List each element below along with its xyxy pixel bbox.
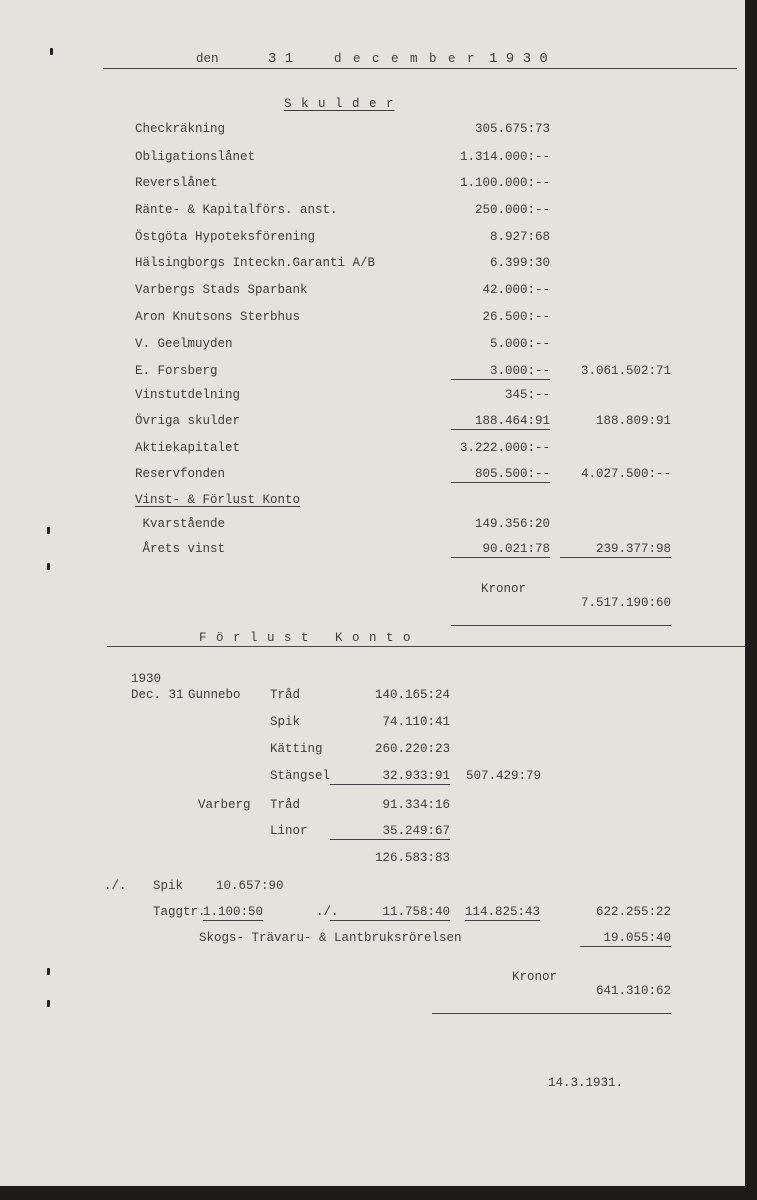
punch-mark [50, 48, 53, 55]
skulder-row-label: Checkräkning [135, 122, 226, 136]
skogs-amount: 19.055:40 [580, 931, 671, 947]
skulder-row-amount: 250.000:-- [474, 203, 550, 217]
skulder-row-total: 239.377:98 [560, 542, 671, 558]
varberg-sum: 126.583:83 [374, 851, 450, 865]
forlust-item-name: Tråd [270, 798, 301, 812]
skulder-row-label: Hälsingborgs Inteckn.Garanti A/B [135, 256, 376, 270]
kronor-label: Kronor [481, 582, 527, 596]
punch-mark [47, 563, 50, 570]
forlust-item-name: Tråd [270, 688, 301, 702]
forlust-item-amount: 91.334:16 [382, 798, 450, 812]
skulder-row-label: Reservfonden [135, 467, 226, 481]
skulder-row-amount: 5.000:-- [489, 337, 550, 351]
skulder-row-amount: 305.675:73 [474, 122, 550, 136]
spik-amount: 10.657:90 [216, 879, 284, 893]
skulder-row-amount: 345:-- [504, 388, 550, 402]
forlust-rule [107, 646, 745, 647]
skulder-row-amount: 149.356:20 [474, 517, 550, 531]
forlust-item-name: Linor [270, 824, 308, 838]
skulder-row-amount: 90.021:78 [451, 542, 550, 558]
skulder-row-amount: 6.399:30 [489, 256, 550, 270]
forlust-item-amount: 74.110:41 [382, 715, 450, 729]
skulder-row-amount: 1.314.000:-- [459, 150, 550, 164]
forlust-item-amount: 260.220:23 [374, 742, 450, 756]
header-year: 1 9 3 0 [489, 51, 548, 67]
skulder-row-label: Varbergs Stads Sparbank [135, 283, 308, 297]
deduction-amount: 11.758:40 [330, 905, 450, 921]
forlust-item-name: Kätting [270, 742, 323, 756]
forlust-title: F ö r l u s t K o n t o [199, 631, 412, 645]
skulder-row-amount: 3.222.000:-- [459, 441, 550, 455]
forlust-kronor-label: Kronor [512, 970, 558, 984]
forlust-item-name: Spik [270, 715, 301, 729]
skulder-row-label: V. Geelmuyden [135, 337, 233, 351]
forlust-item-amount: 35.249:67 [330, 824, 450, 840]
skulder-row-label: Övriga skulder [135, 414, 241, 428]
skulder-title: S k u l d e r [284, 97, 395, 111]
forlust-year: 1930 [131, 672, 162, 686]
spik-label: Spik [153, 879, 184, 893]
skulder-row-amount: 8.927:68 [489, 230, 550, 244]
skulder-row-total: 4.027.500:-- [580, 467, 671, 481]
skulder-row-amount: 188.464:91 [451, 414, 550, 430]
skulder-row-label: Obligationslånet [135, 150, 256, 164]
forlust-item-amount: 140.165:24 [374, 688, 450, 702]
skulder-row-amount: 26.500:-- [482, 310, 550, 324]
skulder-row-label: Aktiekapitalet [135, 441, 241, 455]
skulder-row-label: Årets vinst [135, 542, 226, 556]
skulder-row-amount: 805.500:-- [451, 467, 550, 483]
skogs-label: Skogs- Trävaru- & Lantbruksrörelsen [199, 931, 462, 945]
header-rule [103, 68, 737, 69]
skulder-row-total: 188.809:91 [595, 414, 671, 428]
forlust-kronor-total: 641.310:62 [595, 984, 671, 998]
kronor-row [451, 568, 671, 626]
skulder-row-total: 3.061.502:71 [580, 364, 671, 378]
forlust-item-amount: 32.933:91 [330, 769, 450, 785]
skulder-row-label: Vinstutdelning [135, 388, 241, 402]
minus-sign-2: ./. [316, 905, 339, 919]
forlust-item-total: 507.429:79 [466, 769, 542, 783]
subtotal-amount: 622.255:22 [595, 905, 671, 919]
skulder-row-label: Kvarstående [135, 517, 226, 531]
skulder-row-label: Vinst- & Förlust Konto [135, 493, 301, 507]
header-month: d e c e m b e r [334, 52, 477, 66]
forlust-date: Dec. 31 [131, 688, 184, 702]
skulder-row-amount: 1.100.000:-- [459, 176, 550, 190]
skulder-row-label: E. Forsberg [135, 364, 218, 378]
skulder-row-label: Östgöta Hypoteksförening [135, 230, 316, 244]
punch-mark [47, 1000, 50, 1007]
skulder-row-label: Aron Knutsons Sterbhus [135, 310, 301, 324]
skulder-row-amount: 3.000:-- [451, 364, 550, 380]
skulder-row-label: Ränte- & Kapitalförs. anst. [135, 203, 338, 217]
forlust-item-name: Stängsel [270, 769, 331, 783]
header-den: den [196, 52, 219, 66]
footer-date: 14.3.1931. [548, 1076, 624, 1090]
skulder-row-label: Reverslånet [135, 176, 218, 190]
skulder-row-amount: 42.000:-- [482, 283, 550, 297]
minus-sign: ./. [104, 879, 127, 893]
punch-mark [47, 968, 50, 975]
header-day: 3 1 [268, 51, 294, 67]
forlust-varberg: Varberg [198, 798, 251, 812]
net-amount: 114.825:43 [465, 905, 541, 919]
taggtr-label: Taggtr. [153, 905, 206, 919]
taggtr-amount: 1.100:50 [203, 905, 264, 919]
punch-mark [47, 527, 50, 534]
forlust-kronor-row [432, 956, 671, 1014]
kronor-total: 7.517.190:60 [580, 596, 671, 610]
forlust-gunnebo: Gunnebo [188, 688, 241, 702]
